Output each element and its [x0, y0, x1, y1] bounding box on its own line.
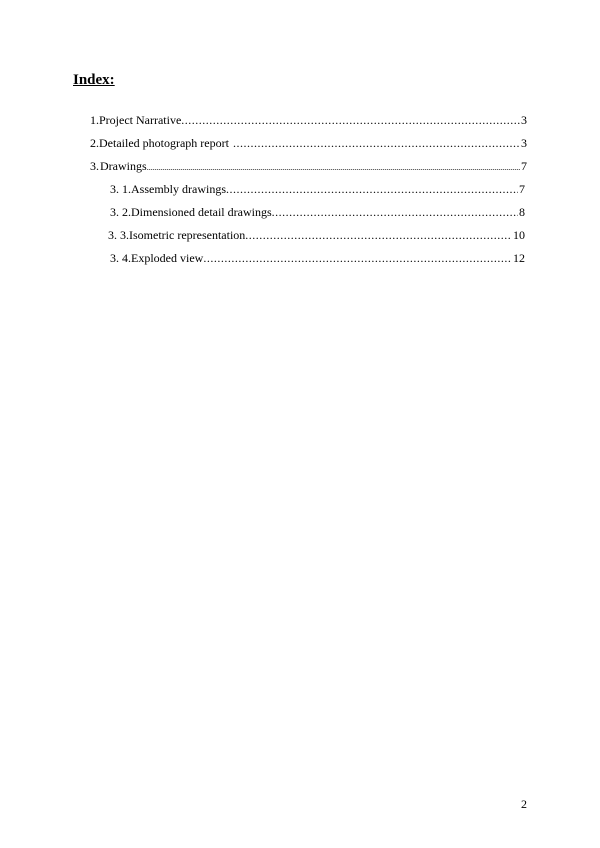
toc-page: 10 [513, 228, 525, 242]
toc-entry-2 [90, 136, 527, 150]
page-number: 2 [521, 797, 527, 811]
toc-label: Detailed photograph report [99, 136, 229, 150]
toc-leader [203, 251, 512, 265]
toc-label: Assembly drawings [131, 182, 226, 196]
toc-number: 3. 2. [110, 205, 131, 219]
toc-label: Drawings [100, 159, 147, 173]
index-heading: Index: [73, 72, 115, 88]
toc-entry-3 [90, 159, 527, 175]
toc-leader [272, 205, 518, 219]
toc-number: 1. [90, 113, 99, 127]
toc-leader [245, 228, 512, 242]
toc-page: 8 [519, 205, 525, 219]
toc-leader [226, 182, 518, 196]
toc-entry-1 [90, 113, 527, 127]
toc-label: Project Narrative [99, 113, 182, 127]
toc-leader [147, 161, 520, 175]
toc-page: 12 [513, 251, 525, 265]
toc-page: 3 [521, 136, 527, 150]
toc-label: Isometric representation [129, 228, 246, 242]
toc-entry-3-1 [110, 182, 525, 196]
toc-leader [229, 136, 520, 150]
toc-number: 3. 3. [108, 228, 129, 242]
toc-label: Exploded view [131, 251, 204, 265]
toc-number: 3. 4. [110, 251, 131, 265]
toc-entry-3-2 [110, 205, 525, 219]
toc-number: 3. [90, 159, 99, 173]
toc-label: Dimensioned detail drawings [131, 205, 272, 219]
toc-page: 3 [521, 113, 527, 127]
toc-number: 3. 1. [110, 182, 131, 196]
toc-entry-3-4 [110, 251, 525, 265]
toc-entry-3-3 [108, 228, 525, 242]
toc-number: 2. [90, 136, 99, 150]
toc-page: 7 [519, 182, 525, 196]
toc-page: 7 [521, 159, 527, 173]
toc-leader [181, 113, 520, 127]
